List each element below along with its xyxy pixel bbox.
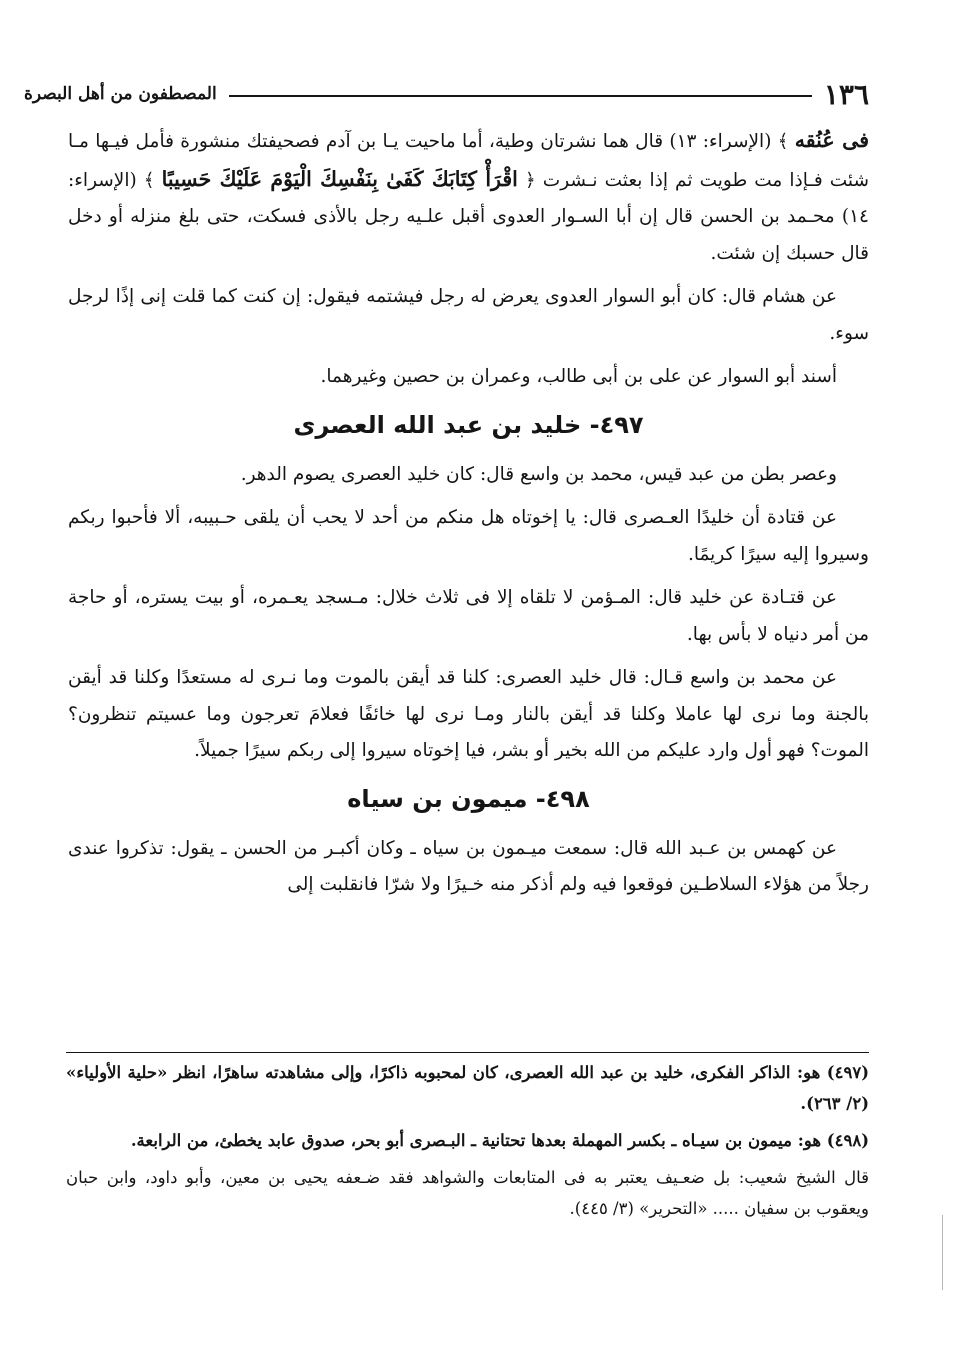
paragraph-text: ﴾ (الإسراء: ١٤) محـمد بن الحسن قال إن أبا السـوار العدوى أقبل علـيه رجل بالأذى فسكت، حتى بلغ منزله أو دخل قال حسبك إن شئت. [68,169,869,264]
footnote-498: (٤٩٨) هو: ميمون بن سيـاه ـ بكسر المهملة بعدها تحتانية ـ البـصرى أبو بحر، صدوق عابد يخطئ، من الرابعة. [130,1131,869,1150]
paragraph-wasi: عن محمد بن واسع قـال: قال خليد العصرى: كلنا قد أيقن بالموت وما نـرى له مستعدًا وكلنا قد أيقن بالجنة وما نرى لها عاملا وكلنا قد أيقن بالنار ومـا نرى لها خائفًا فعلامَ تعرجون وما عسيتم تنظرون؟ الموت؟ فهو أول وارد عليكم من الله بخير أو بشر، فيا إخوتاه سيروا إلى ربكم سيرًا جميلاً. [68,667,869,761]
main-text [68,122,869,911]
page-number: ١٣٦ [823,77,869,111]
paragraph-asr: وعصر بطن من عبد قيس، محمد بن واسع قال: كان خليد العصرى يصوم الدهر. [240,463,837,485]
footnote-498-shuaib: قال الشيخ شعيب: بل ضعـيف يعتبر به فى المتابعات والشواهد فقد ضـعفه يحيى بن معين، وأبو داود، وابن حبان ويعقوب بن سفيان ..... «التحرير» (٣/ ٤٤٥). [66,1168,869,1218]
paragraph-text: ﴾ (الإسراء: ١٣) قال هما نشرتان وطية، أما ماحيت يـا بن آدم فصحيفتك منشورة فأمل فيـها مـا شئت فـإذا مت طويت ثم إذا بعثت نـشرت ﴿ [68,131,869,191]
section-heading-497: ٤٩٧- خليد بن عبد الله العصرى [293,410,644,439]
footnotes [66,1052,869,1230]
scan-margin-line [942,1215,943,1290]
running-title: المصطفون من أهل البصرة [24,84,217,104]
section-heading-498: ٤٩٨- ميمون بن سياه [347,784,590,813]
paragraph-qatada-2: عن قتـادة عن خليد قال: المـؤمن لا تلقاه إلا فى ثلاث خلال: مـسجد يعـمره، أو بيت يستره، أو حاجة من أمر دنياه لا بأس بها. [68,587,869,645]
footnote-497: (٤٩٧) هو: الذاكر الفكرى، خليد بن عبد الله العصرى، كان لمحبوبه ذاكرًا، وإلى مشاهدته ساهرًا، انظر «حلية الأولياء» (٢/ ٢٦٣). [66,1063,869,1113]
paragraph-kahmas: عن كهمس بن عـبد الله قال: سمعت ميـمون بن سياه ـ وكان أكبـر من الحسن ـ يقول: تذكروا عندى رجلاً من هؤلاء السلاطـين فوقعوا فيه ولم أذكر منه خـيرًا ولا شرّا فانقلبت إلى [68,837,869,895]
paragraph-hisham: عن هشام قال: كان أبو السوار العدوى يعرض له رجل فيشتمه فيقول: إن كنت كما قلت إنى إذًا لرجل سوء. [68,286,869,344]
quran-verse: اقْرَأْ كِتَابَكَ كَفَىٰ بِنَفْسِكَ الْيَوْمَ عَلَيْكَ حَسِيبًا [161,166,518,191]
quran-verse: فى عُنُقه [794,128,869,152]
header-rule [229,95,812,97]
paragraph-qatada-1: عن قتادة أن خليدًا العـصرى قال: يا إخوتاه هل منكم من أحد لا يحب أن يلقى حـبيبه، ألا فأحبوا ربكم وسيروا إليه سيرًا كريمًا. [68,507,869,565]
paragraph-quran-commentary [68,122,869,272]
paragraph-isnad: أسند أبو السوار عن على بن أبى طالب، وعمران بن حصين وغيرهما. [320,366,837,387]
page-header [24,78,869,110]
